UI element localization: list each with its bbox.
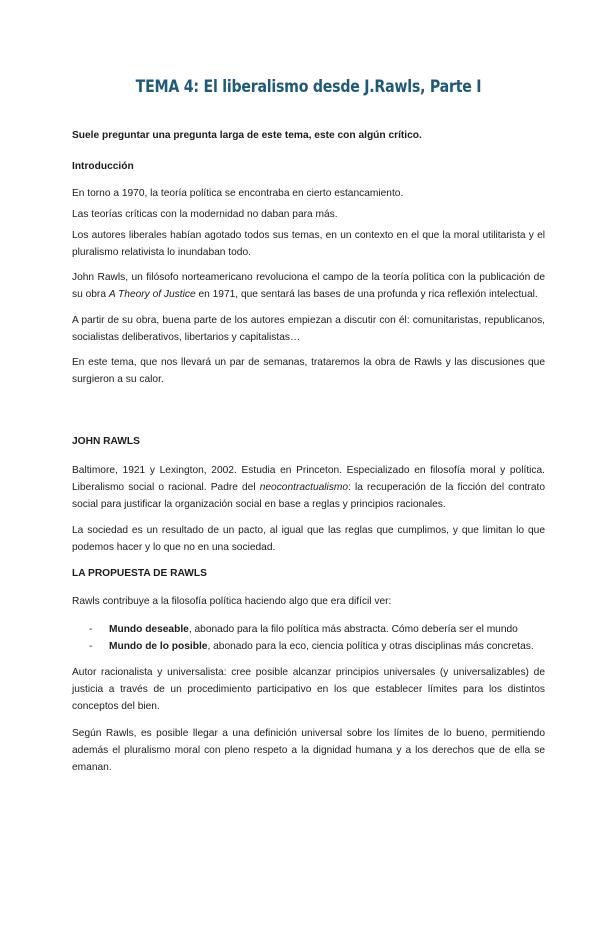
term-neocontractualismo: neocontractualismo: [259, 482, 349, 493]
paragraph: Autor racionalista y universalista: cree posible alcanzar principios universales (y universalizables) de justicia a través de un procedimiento participativo en los que establecer límites para los distintos conceptos del bien.: [72, 667, 545, 712]
paragraph: Las teorías críticas con la modernidad no daban para más.: [72, 209, 338, 220]
bullet-term: Mundo deseable: [109, 624, 189, 635]
paragraph: Rawls contribuye a la filosofía política haciendo algo que era difícil ver:: [72, 596, 392, 607]
section-heading-introduccion: Introducción: [72, 161, 134, 172]
paragraph: En este tema, que nos llevará un par de semanas, trataremos la obra de Rawls y las discusiones que surgieron a su calor.: [72, 357, 545, 385]
paragraph-text: John Rawls, un filósofo norteamericano revoluciona el campo de la teoría política con la publicación de su obra: [72, 272, 545, 300]
section-heading-john-rawls: JOHN RAWLS: [72, 436, 140, 447]
list-item: [89, 621, 545, 638]
bullet-text: , abonado para la eco, ciencia política y otras disciplinas más concretas.: [207, 641, 534, 652]
paragraph: Según Rawls, es posible llegar a una definición universal sobre los límites de lo bueno, permitiendo además el pluralismo moral con pleno respeto a la dignidad humana y a los derechos que de ella se emanan.: [72, 728, 545, 773]
paragraph-text: en 1971, que sentará las bases de una profunda y rica reflexión intelectual.: [195, 289, 538, 300]
paragraph: Los autores liberales habían agotado todos sus temas, en un contexto en el que la moral utilitarista y el pluralismo relativista lo inundaban todo.: [72, 230, 545, 258]
paragraph: [72, 269, 545, 303]
bullet-dash: -: [89, 624, 93, 635]
paragraph: [72, 462, 545, 513]
paragraph: La sociedad es un resultado de un pacto, al igual que las reglas que cumplimos, y que limitan lo que podemos hacer y lo que no en una sociedad.: [72, 525, 545, 553]
book-title: A Theory of Justice: [108, 289, 196, 300]
bullet-dash: -: [89, 641, 93, 652]
paragraph-text: Baltimore, 1921 y Lexington, 2002. Estudia en Princeton. Especializado en filosofía moral y política. Liberalismo social o racional. Padre del: [72, 465, 545, 493]
paragraph: En torno a 1970, la teoría política se encontraba en cierto estancamiento.: [72, 188, 404, 199]
bullet-list: [72, 621, 545, 655]
document-page: [0, 77, 600, 925]
bullet-text: , abonado para la filo política más abstracta. Cómo debería ser el mundo: [188, 624, 518, 635]
list-item: [89, 638, 545, 655]
paragraph: A partir de su obra, buena parte de los autores empiezan a discutir con él: comunitaristas, republicanos, socialistas deliberativos, libertarios y capitalistas…: [72, 315, 545, 343]
section-heading-propuesta: LA PROPUESTA DE RAWLS: [72, 568, 207, 579]
document-title: TEMA 4: El liberalismo desde J.Rawls, Parte I: [135, 77, 482, 96]
bullet-term: Mundo de lo posible: [109, 641, 208, 652]
paragraph-text: : la recuperación de la ficción del contrato social para justificar la organización social en base a reglas y principios racionales.: [72, 482, 545, 510]
exam-note: Suele preguntar una pregunta larga de este tema, este con algún crítico.: [72, 130, 422, 141]
